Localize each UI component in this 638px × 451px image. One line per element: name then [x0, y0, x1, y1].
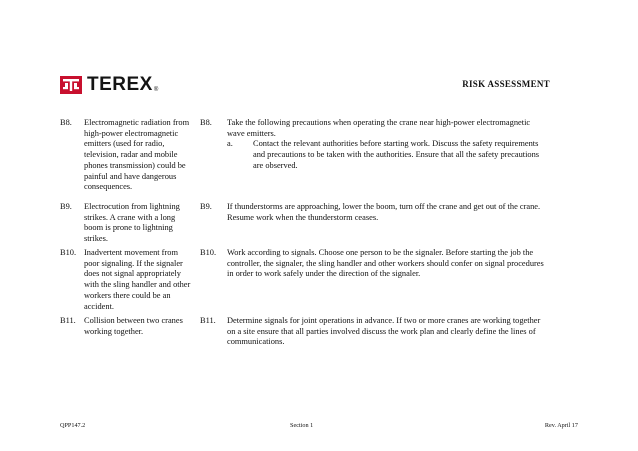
registered-mark: ®	[153, 87, 159, 93]
measure-text: Determine signals for joint operations in advance. If two or more cranes are working together on a site ensure that all parties involved discuss the work plan and clearly define the lines of communications.	[227, 316, 541, 347]
measure-code: B10.	[200, 248, 217, 257]
hazard-text: Electromagnetic radiation from high-power electromagnetic emitters (used for radio, television, radar and mobile phones transmission) could be painful and have dangerous consequences.	[84, 118, 190, 192]
measure-code: B11.	[200, 316, 216, 325]
measure-code: B8.	[200, 118, 212, 127]
risk-row-b8	[60, 118, 546, 192]
sub-item-label: a.	[227, 139, 233, 149]
page-header	[60, 74, 550, 96]
risk-row-b9	[60, 202, 546, 244]
logo-wordmark: TEREX	[87, 74, 153, 95]
hazard-code: B11.	[60, 316, 76, 325]
measure-text: If thunderstorms are approaching, lower the boom, turn off the crane and get out of the crane. Resume work when the thunderstorm ceases.	[227, 202, 541, 222]
document-title: RISK ASSESSMENT	[462, 79, 550, 89]
hazard-text: Inadvertent movement from poor signaling. If the signaler does not signal appropriately with the sling handler and other workers there could be an accident.	[84, 248, 191, 311]
document-number: QPP147.2	[60, 422, 86, 429]
measure-cell	[227, 118, 547, 172]
hazard-code: B9.	[60, 202, 72, 211]
sub-item-text: Contact the relevant authorities before starting work. Discuss the safety requirements and precautions to be taken with the authorities. Ensure that all the safety precautions are observed.	[253, 139, 540, 170]
terex-logo	[60, 74, 158, 96]
measure-text: Take the following precautions when operating the crane near high-power electromagnetic wave emitters.	[227, 118, 531, 138]
terex-logo-icon	[60, 76, 82, 94]
measure-code: B9.	[200, 202, 212, 211]
risk-row-b10	[60, 248, 546, 311]
hazard-code: B10.	[60, 248, 77, 257]
hazard-text: Electrocution from lightning strikes. A crane with a long boom is prone to lightning strikes.	[84, 202, 180, 244]
section-label: Section 1	[290, 422, 314, 429]
revision-label: Rev. April 17	[544, 422, 578, 429]
measure-text: Work according to signals. Choose one person to be the signaler. Before starting the job the controller, the signaler, the sling handler and other workers should confer on signal procedures in order to work safely under the direction of the signaler.	[227, 248, 544, 279]
risk-row-b11	[60, 316, 546, 350]
measure-sub-item	[227, 139, 547, 171]
hazard-code: B8.	[60, 118, 72, 127]
hazard-text: Collision between two cranes working together.	[84, 316, 183, 336]
page-footer	[60, 422, 578, 430]
risk-table	[60, 118, 546, 360]
